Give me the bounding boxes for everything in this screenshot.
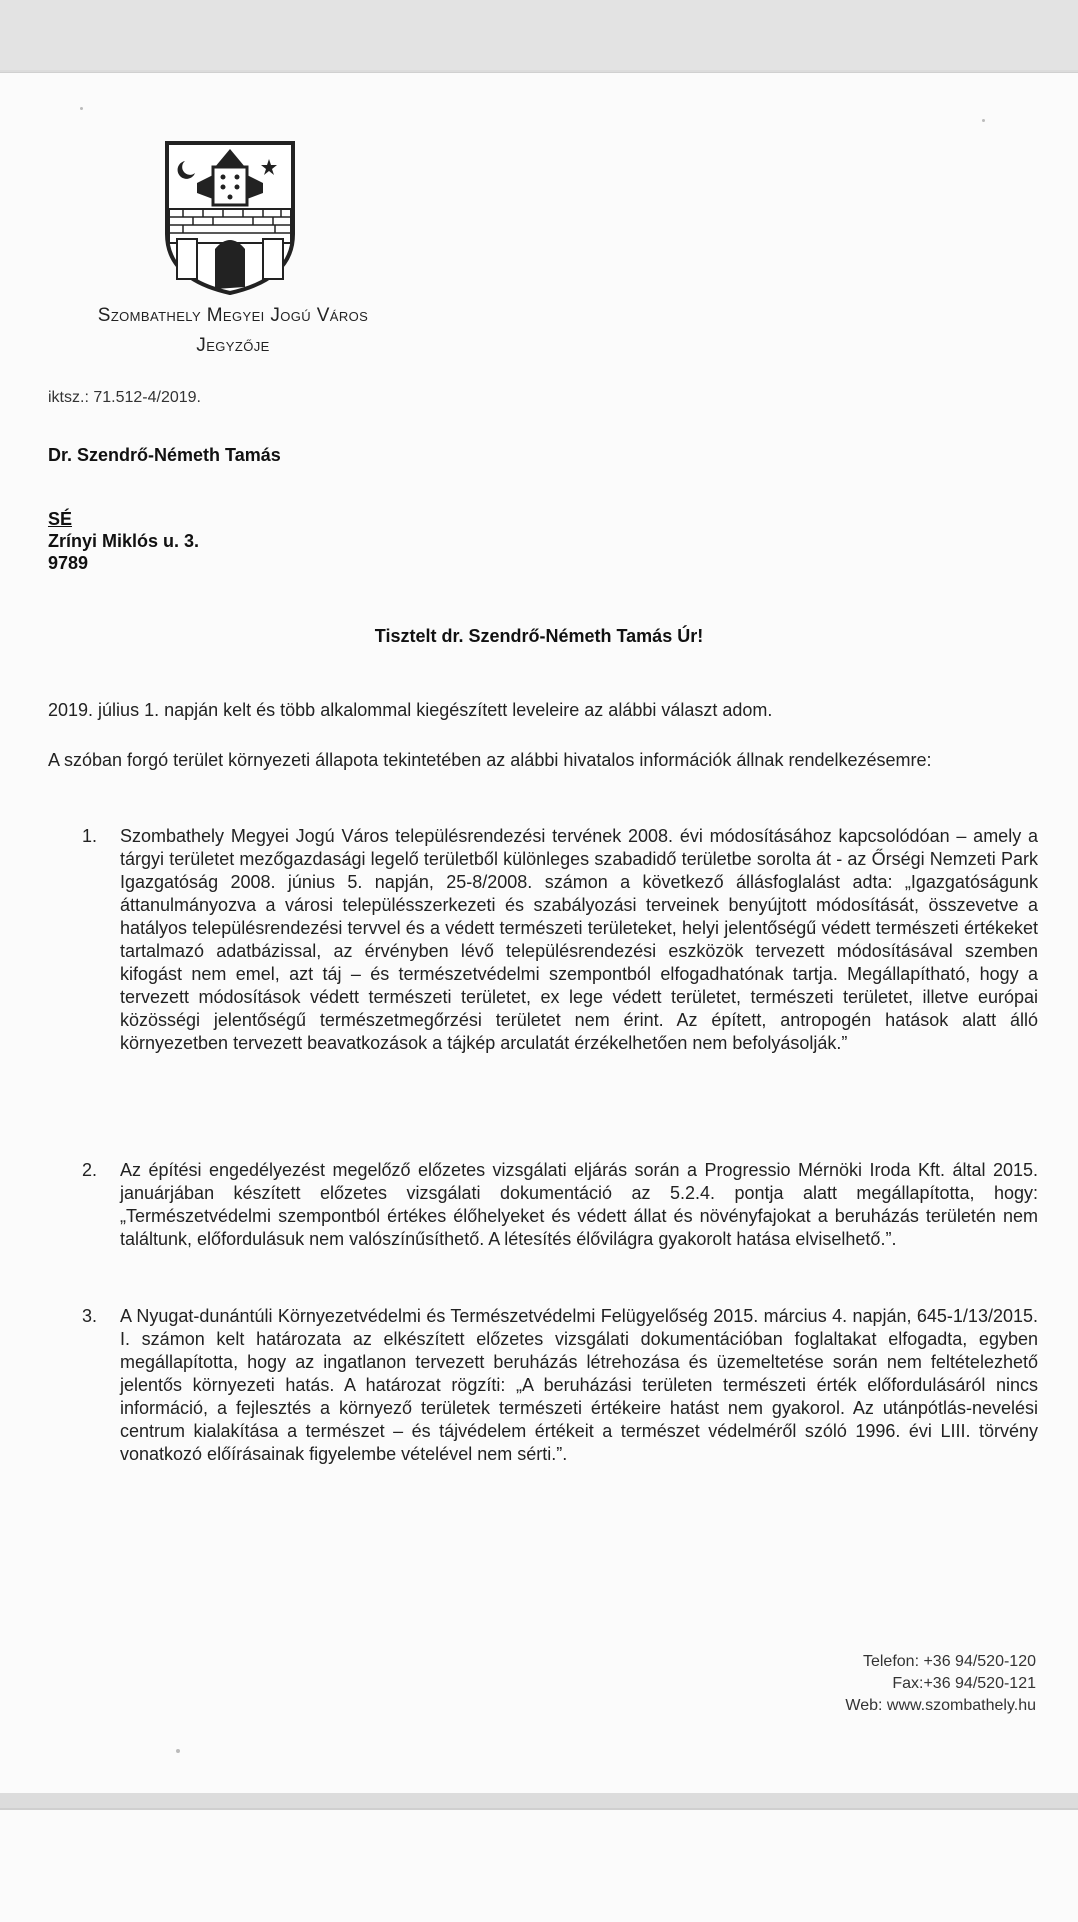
issuing-authority — [40, 301, 426, 361]
org-title: Jegyzője — [196, 335, 270, 356]
org-name: Szombathely Megyei Jogú Város — [97, 305, 369, 326]
contact-web: Web: www.szombathely.hu — [845, 1697, 1036, 1714]
reference-number: iktsz.: 71.512-4/2019. — [48, 389, 201, 406]
screen-top-band — [0, 0, 1078, 70]
list-item-text: Az építési engedélyezést megelőző előzetes vizsgálati eljárás során a Progressio Mérnöki Iroda Kft. által 2015. januárjában készített előzetes vizsgálati dokumentáció az 5.2.4. pontja alatt megállapította, hogy: „Természetvédelmi szempontból értékes élőhelyeket és védett állat és növényfajokat a beruházás területén nem találtunk, előfordulásuk nem valószínűsíthető. A létesítés élővilágra gyakorolt hatása elviselhető.”. — [120, 1160, 1038, 1249]
contact-block — [845, 1651, 1036, 1717]
city-coat-of-arms-icon — [163, 139, 297, 296]
recipient-address-line1: SÉ — [48, 509, 73, 529]
context-paragraph: A szóban forgó terület környezeti állapota tekintetében az alábbi hivatalos információk állnak rendelkezésemre: — [48, 750, 932, 770]
list-item-text: A Nyugat-dunántúli Környezetvédelmi és Természetvédelmi Felügyelőség 2015. március 4. napján, 645-1/13/2015. I. számon kelt határozata az elkészített előzetes vizsgálati dokumentációban foglaltakat elfogadta, egyben megállapította, hogy az ingatlanon tervezett beruházás létrehozása és üzemeltetése során nem feltételezhető jelentős környezeti hatás. A határozat rögzíti: „A beruházási területen természeti érték előfordulásáról nincs információ, a fejlesztés a környező területek természeti értékeire hatást nem gyakorol. Az utánpótlás-nevelési centrum kialakítása a természet – és tájvédelem értékeit a természet védelméről szóló 1996. évi LIII. törvény vonatkozó előírásainak figyelembe vételével nem sérti.”. — [120, 1306, 1038, 1464]
contact-fax: Fax:+36 94/520-121 — [892, 1675, 1036, 1692]
recipient-address-line2: Zrínyi Miklós u. 3. — [48, 531, 200, 551]
contact-phone: Telefon: +36 94/520-120 — [862, 1653, 1036, 1670]
list-item-number: 1. — [82, 826, 98, 846]
scan-speck — [176, 1749, 180, 1753]
list-item-number: 2. — [82, 1160, 98, 1180]
scan-speck — [80, 107, 83, 110]
letter-page — [0, 72, 1078, 1793]
scan-speck — [982, 119, 985, 122]
recipient-address-line3: 9789 — [48, 553, 89, 573]
list-item-text: Szombathely Megyei Jogú Város településrendezési tervének 2008. évi módosításához kapcsolódóan – amely a tárgyi területet mezőgazdasági legelő területből különleges szabadidő területbe sorolta át - az Őrségi Nemzeti Park Igazgatóság 2008. június 5. napján, 25-8/2008. számon a következő állásfoglalást adta: „Igazgatóságunk áttanulmányozva a városi településszerkezeti és szabályozási terveinek benyújtott módosítását, összevetve a hatályos településrendezési tervvel és a védett természeti területeket, helyi jelentőségű védett természeti értékeket tartalmazó adatbázissal, az érvényben lévő településrendezési eszközök tervezett módosításával szemben kifogást nem emel, azt táj – és természetvédelmi szempontból elfogadhatónak tartja. Megállapítható, hogy a tervezett módosítások védett természeti területet, ex lege védett területet, természeti területet, illetve európai közösségi jelentőségű természetmegőrzési területet nem érint. Az épített, antropogén hatások alatt álló környezetben tervezett beavatkozások a tájkép arculatát érzékelhetően nem befolyásolják.” — [120, 826, 1038, 1053]
salutation: Tisztelt dr. Szendrő-Németh Tamás Úr! — [374, 626, 704, 646]
recipient-name: Dr. Szendrő-Németh Tamás — [48, 445, 281, 465]
list-item-number: 3. — [82, 1306, 98, 1326]
intro-paragraph: 2019. július 1. napján kelt és több alkalommal kiegészített leveleire az alábbi választ adom. — [48, 700, 773, 720]
next-page-edge — [0, 1808, 1078, 1922]
